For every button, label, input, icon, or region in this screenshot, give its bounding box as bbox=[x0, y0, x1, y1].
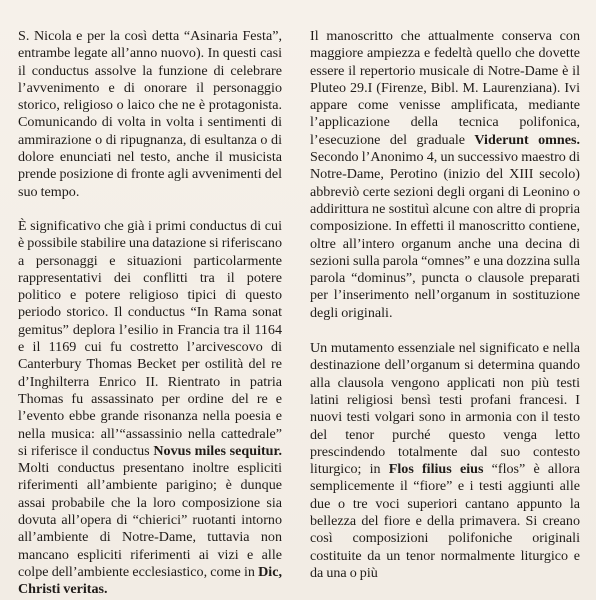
right-paragraph-2-text-a: Un mutamento essenziale nel significato e nella destinazione dell’organum si determina quando alla clausola vengono applicati non più testi latini religiosi bensì testi profani francesi. I nuovi testi volgari sono in armonia con il testo del tenor purché questo venga letto prescindendo totalmente dal suo contesto liturgico; in bbox=[310, 340, 580, 478]
right-paragraph-1-text-a: Il manoscritto che attualmente conserva con maggiore ampiezza e fedeltà quello che dovette essere il repertorio musicale di Notre-Dame è il Pluteo 29.I (Firenze, Bibl. M. Laurenziana). Ivi appare come venisse amplificata, mediante l’applicazione della tecnica polifonica, l’esecuzione del graduale bbox=[310, 28, 580, 148]
paragraph-gap bbox=[310, 322, 580, 340]
left-paragraph-2 bbox=[18, 218, 282, 599]
title-flos-filius-eius: Flos filius eius bbox=[388, 461, 484, 478]
right-paragraph-2-text-b: “flos” è allora semplicemente il “fiore” e i testi aggiunti alle due o tre voci superiori cantano appunto la bellezza del fiore e della primavera. Si creano così composizioni polifoniche originali costituite da un tenor normalmente liturgico e da una o più bbox=[310, 461, 580, 581]
title-dic-christi-veritas: Dic, Christi veritas. bbox=[18, 563, 282, 598]
left-paragraph-1 bbox=[18, 28, 282, 201]
right-paragraph-1-text-b: Secondo l’Anonimo 4, un successivo maestro di Notre-Dame, Perotino (inizio del XIII secolo) abbreviò certe sezioni degli organi di Leonino o addirittura ne sostituì alcune con altre di propria composizione. In effetti il manoscritto contiene, oltre all’intero organum anche una decina di sezioni sulla parola “omnes” e una dozzina sulla parola “dominus”, puncta o clausole preparati per l’inserimento nell’organum in sostituzione degli originali. bbox=[310, 149, 580, 321]
title-novus-miles-sequitur: Novus miles sequitur. bbox=[153, 442, 282, 459]
left-paragraph-1-text: S. Nicola e per la così detta “Asinaria Festa”, entrambe legate all’anno nuovo). In questi casi il conductus assolve la funzione di celebrare l’avvenimento e di onorare il personaggio storico, religioso o laico che ne è protagonista. Comunicando di volta in volta i sentimenti di ammirazione o di ripugnanza, di esultanza o di dolore enunciati nel testo, anche il musicista prende posizione di fronte agli avvenimenti del suo tempo. bbox=[18, 28, 282, 200]
left-column bbox=[18, 28, 282, 599]
right-paragraph-1 bbox=[310, 28, 580, 322]
paragraph-gap bbox=[18, 201, 282, 218]
right-paragraph-2 bbox=[310, 340, 580, 582]
title-viderunt-omnes: Viderunt omnes. bbox=[474, 131, 580, 148]
left-paragraph-2-text-b: Molti conductus presentano inoltre espliciti riferimenti all’ambiente parigino; è dunque assai probabile che la loro composizione sia dovuta all’opera di “chierici” ruotanti intorno all’ambiente di Notre-Dame, tuttavia non mancano espliciti riferimenti ai vizi e alle colpe dell’ambiente ecclesiastico, come in bbox=[18, 460, 282, 580]
right-column bbox=[310, 28, 580, 582]
left-paragraph-2-text-a: È significativo che già i primi conductus di cui è possibile stabilire una datazione si riferiscano a personaggi e situazioni particolarmente rappresentativi dei conflitti tra il potere politico e potere religioso tipici di questo periodo storico. Il conductus “In Rama sonat gemitus” deplora l’esilio in Francia tra il 1164 e il 1169 cui fu costretto l’arcivescovo di Canterbury Thomas Becket per ostilità del re d’Inghilterra Enrico II. Rientrato in patria Thomas fu assassinato per ordine del re e l’evento ebbe grande risonanza nella poesia e nella musica: all’“assassinio nella cattedrale” si riferisce il conductus bbox=[18, 217, 282, 459]
